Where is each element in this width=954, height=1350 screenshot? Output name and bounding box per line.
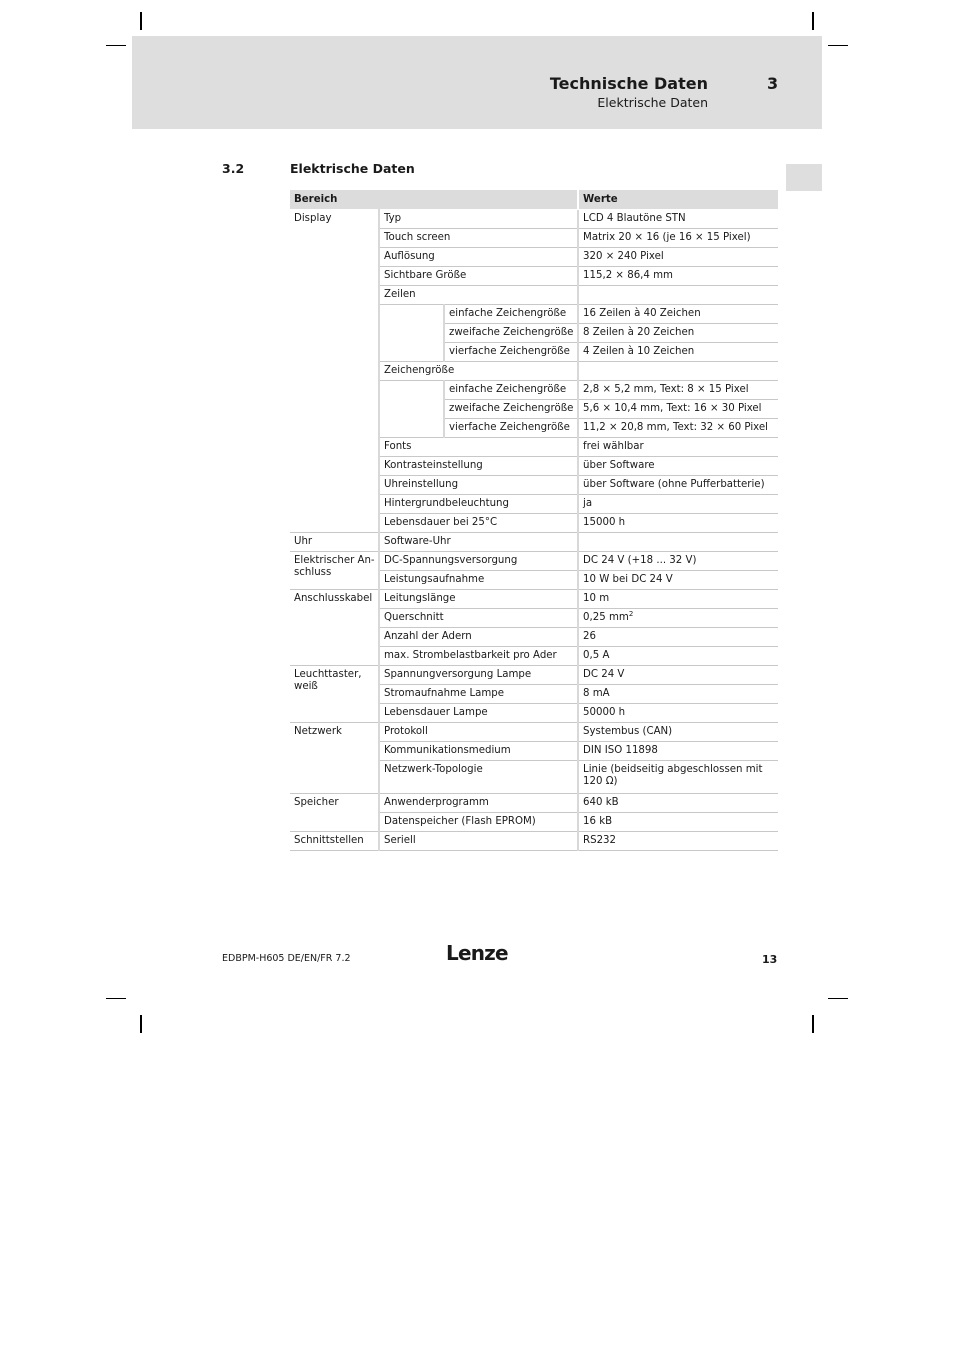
value-cell: ja [578,495,778,514]
value-cell [578,609,778,628]
value-cell: DC 24 V (+18 ... 32 V) [578,552,778,571]
chapter-number: 3 [767,74,779,93]
area-cell: Netzwerk [290,723,379,794]
value-cell: 11,2 × 20,8 mm, Text: 32 × 60 Pixel [578,419,778,438]
parameter-cell: Software-Uhr [379,533,578,552]
value-cell: DC 24 V [578,666,778,685]
parameter-cell: Sichtbare Größe [379,267,578,286]
section-number: 3.2 [222,161,245,176]
value-cell: über Software [578,457,778,476]
sub-parameter-cell: vierfache Zeichengröße [444,343,578,362]
value-cell: 8 mA [578,685,778,704]
table-row [290,552,778,571]
parameter-cell: Typ [379,210,578,229]
chapter-side-tab [786,164,822,191]
parameter-cell: Kommunikationsmedium [379,742,578,761]
parameter-cell: Anzahl der Adern [379,628,578,647]
parameter-cell: Spannungversorgung Lampe [379,666,578,685]
parameter-cell: Netzwerk-Topologie [379,761,578,794]
table-row [290,590,778,609]
sub-parameter-cell: zweifache Zeichengröße [444,400,578,419]
blank-cell [379,305,444,362]
value-text: 0,25 mm [583,612,629,623]
area-cell: Display [290,210,379,533]
crop-mark [140,1015,142,1033]
value-cell: LCD 4 Blautöne STN [578,210,778,229]
crop-mark [828,45,848,46]
area-cell: Leuchttaster, weiß [290,666,379,723]
superscript: 2 [628,610,634,618]
parameter-cell: Uhreinstellung [379,476,578,495]
page-number: 13 [762,953,778,966]
area-cell: Elektrischer An- schluss [290,552,379,590]
value-cell: DIN ISO 11898 [578,742,778,761]
parameter-cell: Lebensdauer Lampe [379,704,578,723]
table-row [290,794,778,813]
value-cell: 0,5 A [578,647,778,666]
value-cell: Linie (beidseitig abgeschlossen mit 120 Ω) [578,761,778,794]
value-cell: RS232 [578,832,778,851]
value-cell: 15000 h [578,514,778,533]
parameter-cell: Touch screen [379,229,578,248]
value-cell: 16 Zeilen à 40 Zeichen [578,305,778,324]
table-row [290,666,778,685]
value-cell: Matrix 20 × 16 (je 16 × 15 Pixel) [578,229,778,248]
area-cell: Anschlusskabel [290,590,379,666]
value-cell: über Software (ohne Pufferbatterie) [578,476,778,495]
value-cell: 10 m [578,590,778,609]
crop-mark [106,998,126,999]
area-cell: Uhr [290,533,379,552]
table-row [290,832,778,851]
section-title: Elektrische Daten [290,161,415,176]
parameter-cell: DC-Spannungsversorgung [379,552,578,571]
table-header-row [290,190,778,210]
value-cell: 4 Zeilen à 10 Zeichen [578,343,778,362]
chapter-title: Technische Daten [549,74,708,93]
crop-mark [812,12,814,30]
parameter-cell: Leitungslänge [379,590,578,609]
value-cell: 50000 h [578,704,778,723]
value-cell: 115,2 × 86,4 mm [578,267,778,286]
value-cell [578,286,778,305]
value-cell: Systembus (CAN) [578,723,778,742]
parameter-cell: Auflösung [379,248,578,267]
crop-mark [812,1015,814,1033]
parameter-cell: Seriell [379,832,578,851]
header-band [132,36,822,129]
column-header-values: Werte [578,190,778,210]
area-cell: Schnittstellen [290,832,379,851]
value-cell: 640 kB [578,794,778,813]
parameter-cell: Zeichengröße [379,362,578,381]
value-cell: 320 × 240 Pixel [578,248,778,267]
value-cell: frei wählbar [578,438,778,457]
crop-mark [140,12,142,30]
table-row [290,210,778,229]
parameter-cell: Kontrasteinstellung [379,457,578,476]
parameter-cell: Hintergrundbeleuchtung [379,495,578,514]
parameter-cell: Lebensdauer bei 25°C [379,514,578,533]
crop-mark [828,998,848,999]
value-cell: 10 W bei DC 24 V [578,571,778,590]
specs-table [290,190,778,851]
parameter-cell: Fonts [379,438,578,457]
value-cell: 8 Zeilen à 20 Zeichen [578,324,778,343]
parameter-cell: Protokoll [379,723,578,742]
blank-cell [379,381,444,438]
value-cell [578,362,778,381]
value-cell [578,533,778,552]
column-header-area: Bereich [290,190,578,210]
parameter-cell: max. Strombelastbarkeit pro Ader [379,647,578,666]
table-row [290,533,778,552]
table-row [290,723,778,742]
value-cell: 2,8 × 5,2 mm, Text: 8 × 15 Pixel [578,381,778,400]
parameter-cell: Anwenderprogramm [379,794,578,813]
sub-parameter-cell: einfache Zeichengröße [444,305,578,324]
value-cell: 16 kB [578,813,778,832]
lenze-logo: Lenze [446,941,508,965]
parameter-cell: Zeilen [379,286,578,305]
value-cell: 26 [578,628,778,647]
parameter-cell: Stromaufnahme Lampe [379,685,578,704]
document-id: EDBPM-H605 DE/EN/FR 7.2 [222,953,351,964]
value-cell: 5,6 × 10,4 mm, Text: 16 × 30 Pixel [578,400,778,419]
area-cell: Speicher [290,794,379,832]
chapter-subtitle: Elektrische Daten [597,95,708,110]
parameter-cell: Datenspeicher (Flash EPROM) [379,813,578,832]
sub-parameter-cell: vierfache Zeichengröße [444,419,578,438]
crop-mark [106,45,126,46]
parameter-cell: Leistungsaufnahme [379,571,578,590]
sub-parameter-cell: einfache Zeichengröße [444,381,578,400]
sub-parameter-cell: zweifache Zeichengröße [444,324,578,343]
parameter-cell: Querschnitt [379,609,578,628]
